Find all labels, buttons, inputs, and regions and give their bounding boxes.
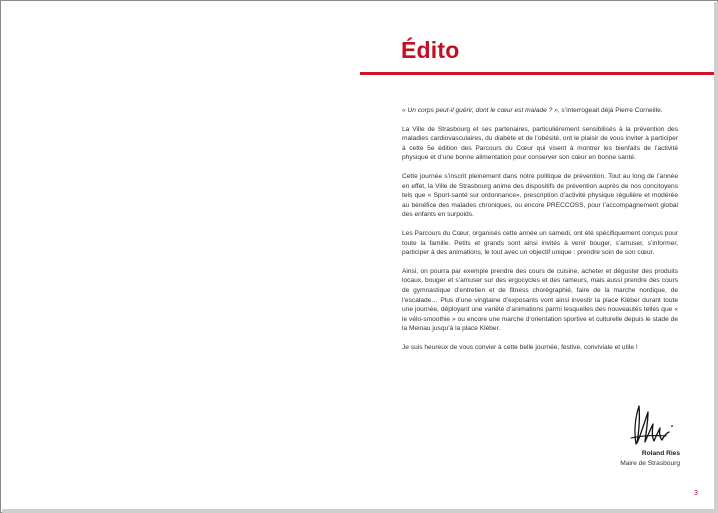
paragraph-6: Je suis heureux de vous convier à cette belle journée, festive, conviviale et utile ! xyxy=(402,343,638,351)
corneille-quote: « Un corps peut-il guérir, dont le cœur est malade ? » xyxy=(402,107,558,114)
signatory-name: Roland Ries xyxy=(641,450,680,457)
title-rule xyxy=(360,72,714,75)
handwritten-signature xyxy=(622,398,686,448)
page-shadow-bottom xyxy=(2,509,718,513)
quote-attribution: , s’interrogeait déjà Pierre Corneille. xyxy=(557,107,663,114)
signatory-role: Maire de Strasbourg xyxy=(620,460,680,467)
page-shadow-right xyxy=(714,2,718,513)
paragraph-quote xyxy=(402,106,678,116)
editorial-body xyxy=(402,106,678,361)
paragraph-3: Cette journée s’inscrit pleinement dans notre politique de prévention. Tout au long de l’année en effet, la Ville de Strasbourg anime des dispositifs de prévention auprès de nos concitoyens tels que « Sport-santé sur ordonnance», prescription d’activité physique régulière et modérée au bénéfice des malades chroniques, ou encore PRECCOSS, pour l’accompagnement global des enfants en surpoids. xyxy=(402,172,678,219)
paragraph-4: Les Parcours du Cœur, organisés cette année un samedi, ont été spécifiquement conçus pour toute la famille. Petits et grands sont ainsi invités à venir bouger, s’amuser, s’informer, participer à des animations, le tout avec un objectif unique : prendre soin de son cœur. xyxy=(402,229,678,257)
paragraph-2: La Ville de Strasbourg et ses partenaires, particulièrement sensibilisés à la prévention des maladies cardiovasculaires, du diabète et de l’obésité, ont le plaisir de vous inviter à participer à cette 5e édition des Parcours du Cœur qui visent à montrer les bienfaits de l’activité physique et d’une bonne alimentation pour conserver son cœur en bonne santé. xyxy=(402,125,678,162)
paragraph-5: Ainsi, on pourra par exemple prendre des cours de cuisine, acheter et déguster des produits locaux, bouger et s’amuser sur des ergocycles et des rameurs, mais aussi prendre des cours de gymnastique d’entretien et de fitness chorégraphié, faire de la marche nordique, de l’escalade… Plus d’une vingtaine d’exposants vont ainsi investir la place Kléber durant toute une journée, déployant une variété d’animations parmi lesquelles des nouveautés telles que « le vélo-smoothie » ou encore une marche d’orientation sportive et culturelle depuis le stade de la Meinau jusqu’à la place Kléber. xyxy=(402,267,678,333)
page-number: 3 xyxy=(694,490,698,497)
page-title: Édito xyxy=(401,37,460,63)
